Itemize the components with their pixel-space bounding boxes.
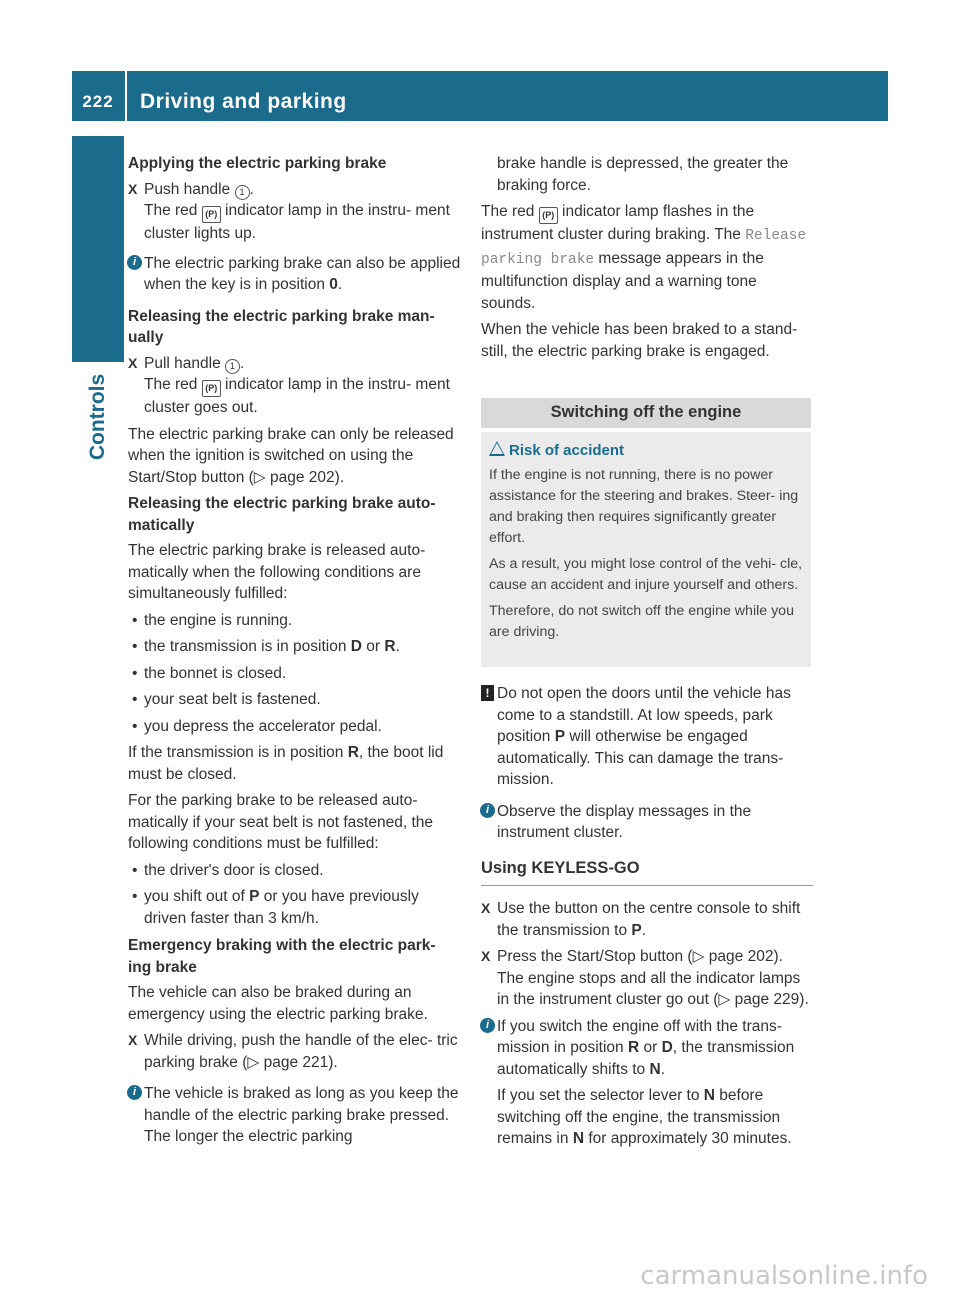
list-item: • you shift out of P or you have previously driven faster than 3 km/h.	[132, 888, 419, 927]
heading-release-auto: Releasing the electric parking brake auto- matically	[128, 495, 436, 534]
list-item: • the bonnet is closed.	[132, 664, 287, 682]
number-circle-icon: 1	[235, 185, 250, 200]
right-column-top	[481, 153, 813, 367]
warning-text: As a result, you might lose control of the vehi- cle, cause an accident and injure yourself and others.	[489, 556, 803, 593]
heading-apply: Applying the electric parking brake	[128, 155, 387, 172]
heading-emergency: Emergency braking with the electric park- ing brake	[128, 937, 436, 976]
warning-text: Therefore, do not switch off the engine while you are driving.	[489, 603, 794, 640]
display-message: Release parking brake	[481, 228, 807, 268]
warning-content	[489, 440, 807, 648]
result-goes-out: The red (P) indicator lamp in the instru- ment cluster goes out.	[144, 376, 450, 416]
step-pull-handle: X Pull handle 1 .	[128, 353, 462, 375]
info-emergency: i The vehicle is braked as long as you keep the handle of the electric parking brake pressed. The longer the electric parking	[128, 1083, 462, 1148]
result-lights-up: The red (P) indicator lamp in the instru- ment cluster lights up.	[144, 202, 450, 242]
step-emergency: X While driving, push the handle of the elec- tric parking brake (▷ page 221).	[128, 1032, 458, 1071]
parking-brake-indicator-icon: (P)	[202, 380, 221, 397]
arrow-icon: X	[481, 900, 491, 916]
info-icon: i	[127, 255, 142, 270]
warning-text: If the engine is not running, there is no power assistance for the steering and brakes. Steer- ing and braking then requires significantly greater effort.	[489, 467, 799, 546]
warning-triangle-icon	[489, 441, 505, 456]
left-column	[128, 153, 462, 1153]
seatbelt-paragraph: For the parking brake to be released auto- matically if your seat belt is not fastened, the following conditions must be fulfilled:	[128, 792, 433, 852]
warning-heading: Risk of accident	[489, 440, 807, 461]
number-circle-icon: 1	[225, 359, 240, 374]
page-title: Driving and parking	[140, 90, 347, 113]
heading-release-manual: Releasing the electric parking brake man- ually	[128, 307, 435, 346]
arrow-icon: X	[128, 354, 138, 371]
heading-keyless: Using KEYLESS-GO	[481, 858, 813, 887]
arrow-icon: X	[128, 180, 138, 197]
list-item: • the driver's door is closed.	[132, 861, 324, 879]
boot-paragraph: If the transmission is in position R, the boot lid must be closed.	[128, 744, 444, 783]
emergency-paragraph: The vehicle can also be braked during an emergency using the electric parking brake.	[128, 984, 428, 1023]
list-item: • the transmission is in position D or R.	[132, 638, 400, 655]
step-press-start: X Press the Start/Stop button (▷ page 202). The engine stops and all the indicator lamps in the instrument cluster go out (▷ page 229).	[481, 948, 809, 1008]
page-number: 222	[82, 92, 114, 111]
arrow-icon: X	[128, 1032, 138, 1048]
list-item: • the engine is running.	[132, 611, 293, 629]
info-icon: i	[480, 1018, 495, 1033]
step-shift-p: X Use the button on the centre console to shift the transmission to P.	[481, 900, 801, 939]
arrow-icon: X	[481, 948, 491, 964]
parking-brake-indicator-icon: (P)	[539, 207, 558, 224]
flash-paragraph: The red (P) indicator lamp flashes in the instrument cluster during braking. The Release parking brake message appears in the multifunction display and a warning tone sounds.	[481, 203, 807, 312]
selector-paragraph: If you set the selector lever to N before switching off the engine, the transmission remains in N for approximately 30 minutes.	[497, 1087, 792, 1147]
parking-brake-indicator-icon: (P)	[202, 206, 221, 223]
side-tab	[72, 362, 124, 472]
info-icon: i	[127, 1085, 142, 1100]
side-tab-block	[72, 136, 124, 362]
side-tab-label: Controls	[86, 373, 109, 461]
auto-paragraph: The electric parking brake is released auto- matically when the following conditions are simultaneously fulfilled:	[128, 542, 426, 602]
list-item: • you depress the accelerator pedal.	[132, 717, 382, 735]
watermark: carmanualsonline.info	[640, 1261, 928, 1291]
info-key-position: i The electric parking brake can also be applied when the key is in position 0.	[128, 253, 462, 296]
info-observe: i Observe the display messages in the instrument cluster.	[481, 801, 813, 844]
right-column-bottom	[481, 683, 813, 1155]
info-shift-n: i If you switch the engine off with the trans- mission in position R or D, the transmission automatically shifts to N.	[481, 1016, 813, 1081]
section-title: Switching off the engine	[550, 403, 742, 421]
caution-note: ! Do not open the doors until the vehicle has come to a standstill. At low speeds, park position P will otherwise be engaged automatically. This can damage the trans- mission.	[481, 683, 813, 791]
info-icon: i	[480, 803, 495, 818]
standstill-paragraph: When the vehicle has been braked to a stand- still, the electric parking brake is engaged.	[481, 321, 798, 360]
exclamation-icon: !	[481, 685, 494, 701]
step-push-handle: X Push handle 1 .	[128, 179, 462, 201]
header-separator	[125, 71, 127, 121]
list-item: • your seat belt is fastened.	[132, 691, 321, 708]
release-paragraph: The electric parking brake can only be released when the ignition is switched on using the Start/Stop button (▷ page 202).	[128, 425, 454, 486]
continued-text: brake handle is depressed, the greater the braking force.	[497, 155, 789, 194]
